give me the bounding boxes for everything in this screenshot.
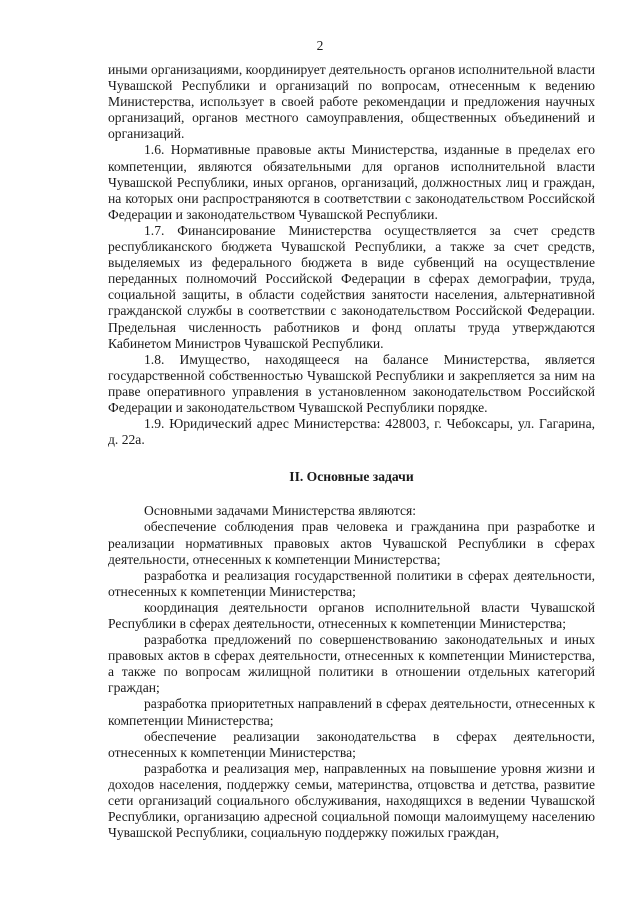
task-item: разработка и реализация государственной политики в сферах деятельности, отнесенных к компетенции Министерства;: [108, 567, 595, 599]
task-item: разработка и реализация мер, направленных на повышение уровня жизни и доходов населения, поддержку семьи, материнства, отцовства и детства, развитие сети организаций социального обслуживания, находящихся в ведении Чувашской Республики, организацию адресной социальной помощи малоимущему населению Чувашской Республики, социальную поддержку пожилых граждан,: [108, 760, 595, 841]
task-item: обеспечение реализации законодательства в сферах деятельности, отнесенных к компетенции Министерства;: [108, 728, 595, 760]
task-item: координация деятельности органов исполнительной власти Чувашской Республики в сферах деятельности, отнесенных к компетенции Министерства;: [108, 599, 595, 631]
paragraph-continuation: иными организациями, координирует деятельность органов исполнительной власти Чувашской Республики и организаций по вопросам, отнесенным к ведению Министерства, использует в своей работе рекомендации и предложения научных организаций, органов местного самоуправления, общественных объединений и организаций.: [108, 62, 595, 142]
section-heading: II. Основные задачи: [289, 469, 414, 485]
paragraph-1-6: 1.6. Нормативные правовые акты Министерства, изданные в пределах его компетенции, являются обязательными для органов исполнительной власти Чувашской Республики, иных органов, организаций, должностных лиц и граждан, на которых они распространяются в соответствии с законодательством Российской Федерации и законодательством Чувашской Республики.: [108, 142, 595, 222]
paragraph-1-9: 1.9. Юридический адрес Министерства: 428003, г. Чебоксары, ул. Гагарина, д. 22а.: [108, 416, 595, 448]
task-item: разработка приоритетных направлений в сферах деятельности, отнесенных к компетенции Министерства;: [108, 696, 595, 728]
document-body: [108, 62, 595, 841]
paragraph-1-7: 1.7. Финансирование Министерства осуществляется за счет средств республиканского бюджета Чувашской Республики, а также за счет средств, выделяемых из федерального бюджета в виде субвенций на осуществление переданных полномочий Российской Федерации в сферах демографии, труда, социальной защиты, в области содействия занятости населения, альтернативной гражданской службы в соответствии с законодательством Российской Федерации. Предельная численность работников и фонд оплаты труда утверждаются Кабинетом Министров Чувашской Республики.: [108, 222, 595, 351]
page-number: 2: [316, 38, 324, 53]
task-item: обеспечение соблюдения прав человека и гражданина при разработке и реализации нормативных правовых актов Чувашской Республики в сферах деятельности, отнесенных к компетенции Министерства;: [108, 519, 595, 567]
paragraph-1-8: 1.8. Имущество, находящееся на балансе Министерства, является государственной собственностью Чувашской Республики и закрепляется за ним на праве оперативного управления в установленном законодательством Российской Федерации и законодательством Чувашской Республики порядке.: [108, 351, 595, 415]
task-item: разработка предложений по совершенствованию законодательных и иных правовых актов в сферах деятельности, отнесенных к компетенции Министерства, а также по вопросам жилищной политики в отношении отдельных категорий граждан;: [108, 632, 595, 696]
section-intro: Основными задачами Министерства являются:: [144, 503, 417, 519]
